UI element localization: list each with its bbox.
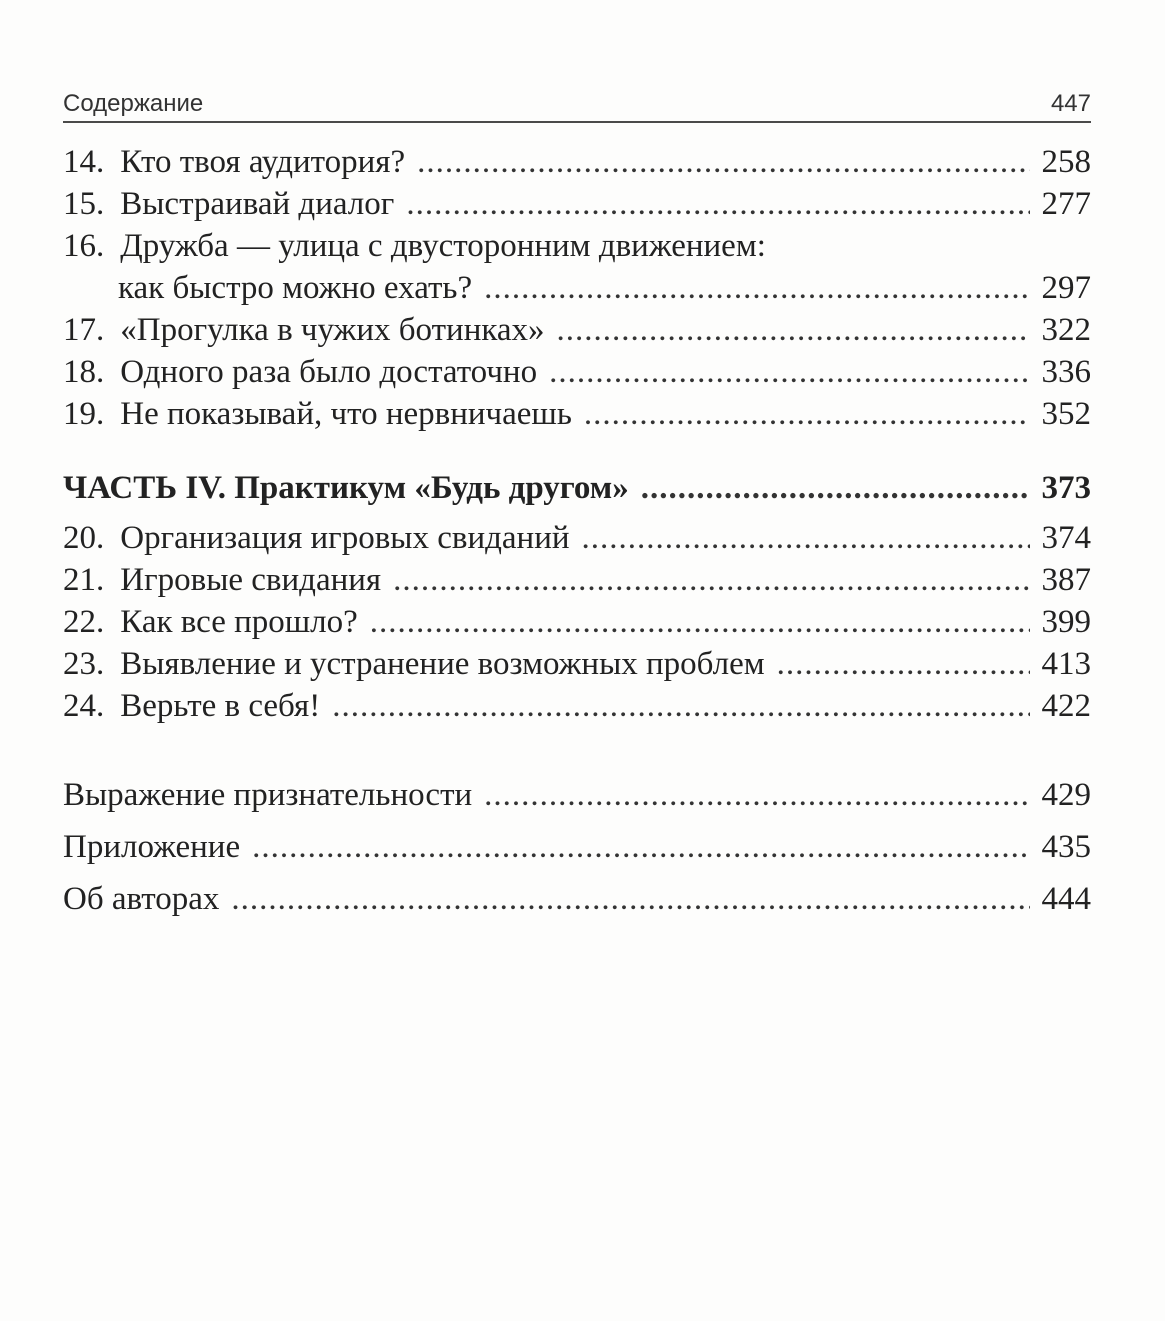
dot-leader [332,685,1029,727]
running-head [63,78,1091,123]
chapter-page: 277 [1041,186,1091,222]
back-matter-page: 444 [1041,881,1091,917]
chapter-number: 18. [63,354,105,390]
toc-entry [63,559,1091,601]
dot-leader [549,351,1029,393]
chapter-number: 15. [63,186,105,222]
part-title: ЧАСТЬ IV. Практикум «Будь другом» [63,470,629,506]
chapter-title: Одного раза было достаточно [120,354,538,390]
toc-entry [63,643,1091,685]
chapter-title: Выявление и устранение возможных проблем [120,646,765,682]
dot-leader [584,393,1030,435]
dot-leader [406,183,1029,225]
chapter-title: Игровые свидания [120,562,382,598]
back-matter-entry [63,769,1091,821]
chapter-page: 374 [1041,520,1091,556]
chapter-page: 297 [1041,270,1091,306]
back-matter-entry [63,821,1091,873]
toc-entry-continuation [63,267,1091,309]
toc-entry [63,601,1091,643]
chapter-number: 21. [63,562,105,598]
chapter-title: Дружба — улица с двусторонним движением: [120,228,766,264]
section-title: Содержание [63,90,204,117]
back-matter-page: 429 [1041,777,1091,813]
chapter-number: 20. [63,520,105,556]
toc-entry [63,351,1091,393]
back-matter-entry [63,873,1091,925]
chapter-page: 413 [1041,646,1091,682]
chapter-title: Верьте в себя! [120,688,321,724]
toc-entry [63,225,1091,267]
chapter-title: Как все прошло? [120,604,358,640]
table-of-contents [63,141,1091,925]
chapter-number: 16. [63,228,105,264]
chapter-title: Не показывай, что нервничаешь [120,396,572,432]
back-matter-page: 435 [1041,829,1091,865]
book-page [63,78,1091,925]
dot-leader [582,517,1030,559]
toc-entry [63,685,1091,727]
chapter-page: 322 [1041,312,1091,348]
dot-leader [231,873,1029,925]
chapter-number: 22. [63,604,105,640]
back-matter-title: Приложение [63,829,241,865]
chapter-page: 422 [1041,688,1091,724]
dot-leader [370,601,1030,643]
chapter-number: 24. [63,688,105,724]
dot-leader [557,309,1030,351]
chapter-title: «Прогулка в чужих ботинках» [120,312,545,348]
part-heading [63,459,1091,517]
toc-entry [63,309,1091,351]
part-page: 373 [1041,470,1091,506]
toc-entry [63,393,1091,435]
dot-leader [252,821,1029,873]
chapter-page: 336 [1041,354,1091,390]
toc-entry [63,517,1091,559]
chapter-number: 17. [63,312,105,348]
dot-leader [641,459,1030,517]
dot-leader [417,141,1029,183]
page-number: 447 [1050,90,1091,117]
chapter-page: 258 [1041,144,1091,180]
dot-leader [484,267,1029,309]
chapter-number: 14. [63,144,105,180]
dot-leader [777,643,1030,685]
chapter-number: 19. [63,396,105,432]
chapter-title: Выстраивай диалог [120,186,395,222]
back-matter-title: Выражение признательности [63,777,473,813]
back-matter-title: Об авторах [63,881,220,917]
chapter-number: 23. [63,646,105,682]
toc-entry [63,141,1091,183]
chapter-title-continuation: как быстро можно ехать? [118,270,473,306]
chapter-page: 387 [1041,562,1091,598]
chapter-title: Кто твоя аудитория? [120,144,406,180]
dot-leader [393,559,1029,601]
chapter-page: 399 [1041,604,1091,640]
chapter-title: Организация игровых свиданий [120,520,570,556]
chapter-page: 352 [1041,396,1091,432]
toc-entry [63,183,1091,225]
dot-leader [484,769,1029,821]
